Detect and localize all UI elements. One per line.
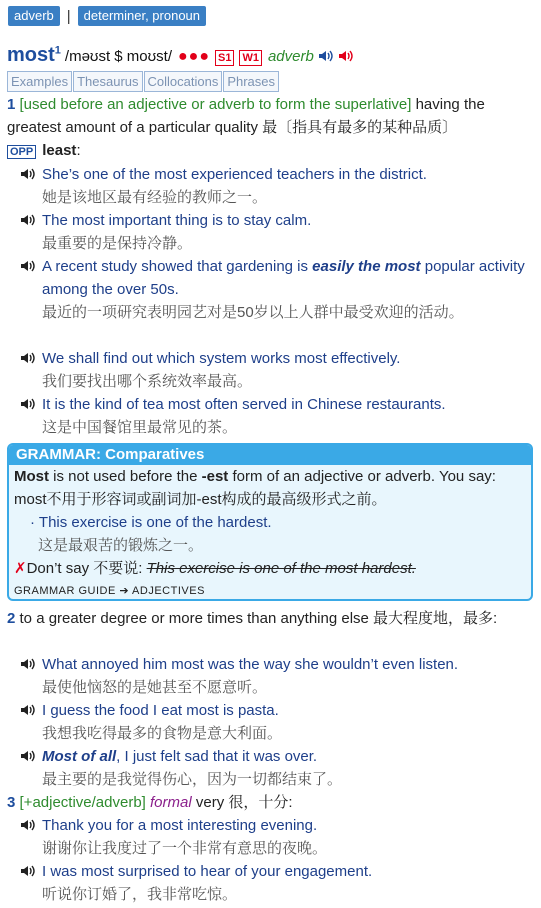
sense-2	[7, 607, 533, 630]
grammar-box	[7, 443, 533, 601]
example-zh: 我们要找出哪个系统效率最高。	[42, 373, 253, 390]
speaker-icon[interactable]	[20, 864, 36, 878]
spoken-frequency-badge: S1	[215, 50, 234, 66]
speaker-icon[interactable]	[20, 351, 36, 365]
grammar-box-title: GRAMMAR: Comparatives	[9, 445, 531, 465]
register-label: formal	[150, 794, 192, 811]
grammar-guide-link[interactable]: GRAMMAR GUIDE ➔ ADJECTIVES	[14, 585, 205, 597]
example-zh: 谢谢你让我度过了一个非常有意思的夜晚。	[42, 840, 328, 857]
speaker-icon[interactable]	[20, 213, 36, 227]
example-en: I guess the food I eat most is pasta.	[42, 702, 279, 719]
opposite-badge: OPP	[7, 145, 36, 159]
example-en: What annoyed him most was the way she wouldn’t even listen.	[42, 656, 459, 673]
american-audio-icon[interactable]	[338, 49, 354, 63]
example	[20, 347, 533, 393]
pos-separator: |	[66, 7, 71, 25]
example-en: I was most surprised to hear of your engagement.	[42, 863, 373, 880]
grammar-box-body	[9, 465, 531, 603]
opposite-colon: :	[76, 142, 81, 159]
example-en: We shall find out which system works most effectively.	[42, 350, 401, 367]
pronunciation: /məʊst $ moʊst/	[64, 48, 172, 65]
sense-number: 2	[7, 610, 16, 627]
example	[20, 745, 533, 791]
grammar-note: [used before an adjective or adverb to form the superlative]	[19, 96, 412, 113]
pos-tag-adverb[interactable]: adverb	[8, 6, 60, 26]
tab-phrases[interactable]: Phrases	[223, 71, 279, 92]
example-zh: 最主要的是我觉得伤心，因为一切都结束了。	[42, 771, 343, 788]
sense-3	[7, 791, 533, 814]
grammar-explanation: Most is not used before the -est form of an adjective or adverb. You say: most不用于形容词或副词加-est构成的最高级形式之前。	[14, 468, 496, 508]
speaker-icon[interactable]	[20, 259, 36, 273]
speaker-icon[interactable]	[20, 167, 36, 181]
example-zh: 听说你订婚了，我非常吃惊。	[42, 886, 238, 903]
example	[20, 209, 533, 255]
definition: very	[191, 794, 229, 811]
chinese-definition: 最大程度地，最多:	[373, 610, 498, 627]
highlighted-phrase: Most of all	[42, 748, 117, 765]
example-zh: 她是该地区最有经验的教师之一。	[42, 189, 268, 206]
headword: most$^1$	[7, 44, 61, 66]
entry-tabs	[7, 71, 280, 92]
sense-1	[7, 93, 533, 164]
speaker-icon[interactable]	[20, 657, 36, 671]
speaker-icon[interactable]	[20, 749, 36, 763]
tab-collocations[interactable]: Collocations	[144, 71, 223, 92]
tab-thesaurus[interactable]: Thesaurus	[73, 71, 142, 92]
sense-number: 1	[7, 96, 16, 113]
british-audio-icon[interactable]	[318, 49, 334, 63]
entry-headline	[7, 44, 354, 67]
example-zh: 最近的一项研究表明园艺对是50岁以上人群中最受欢迎的活动。	[42, 304, 464, 321]
definition: to a greater degree or more times than anything else	[15, 610, 374, 627]
part-of-speech: adverb	[267, 48, 314, 65]
highlighted-phrase: easily the most	[312, 258, 421, 275]
pos-tag-determiner[interactable]: determiner, pronoun	[78, 6, 206, 26]
grammar-correct-example: · This exercise is one of the hardest.	[30, 514, 272, 531]
written-frequency-badge: W1	[239, 50, 262, 66]
grammar-wrong-example: ✗Don’t say 不要说: This exercise is one of the most hardest.	[14, 560, 416, 577]
example	[20, 860, 533, 906]
grammar-note: [+adjective/adverb]	[15, 794, 151, 811]
example	[20, 163, 533, 209]
example	[20, 255, 533, 324]
example-en: A recent study showed that gardening is easily the most popular activity among the over 50s.	[42, 258, 525, 298]
example	[20, 699, 533, 745]
chinese-definition: 很，十分:	[228, 794, 293, 811]
definition: having the greatest amount of a particular quality	[7, 96, 485, 136]
example	[20, 814, 533, 860]
example-en: Most of all, I just felt sad that it was over.	[42, 748, 318, 765]
speaker-icon[interactable]	[20, 818, 36, 832]
example-zh: 我想我吃得最多的食物是意大利面。	[42, 725, 283, 742]
opposite-word[interactable]: least	[42, 142, 77, 159]
example-en: The most important thing is to stay calm.	[42, 212, 312, 229]
pos-row	[8, 6, 206, 26]
example-en: It is the kind of tea most often served in Chinese restaurants.	[42, 396, 446, 413]
example-zh: 最使他恼怒的是她甚至不愿意听。	[42, 679, 268, 696]
example	[20, 393, 533, 439]
example-zh: 最重要的是保持冷静。	[42, 235, 193, 252]
example-en: She’s one of the most experienced teachers in the district.	[42, 166, 427, 183]
chinese-definition: 最〔指具有最多的某种品质〕	[262, 119, 458, 136]
frequency-dots: ●●●	[178, 48, 210, 65]
tab-examples[interactable]: Examples	[7, 71, 72, 92]
cross-icon: ✗	[14, 560, 27, 577]
sense-number: 3	[7, 794, 16, 811]
grammar-correct-example-zh: 这是最艰苦的锻炼之一。	[38, 537, 204, 554]
example	[20, 653, 533, 699]
example-zh: 这是中国餐馆里最常见的茶。	[42, 419, 238, 436]
speaker-icon[interactable]	[20, 703, 36, 717]
example-en: Thank you for a most interesting evening.	[42, 817, 318, 834]
speaker-icon[interactable]	[20, 397, 36, 411]
